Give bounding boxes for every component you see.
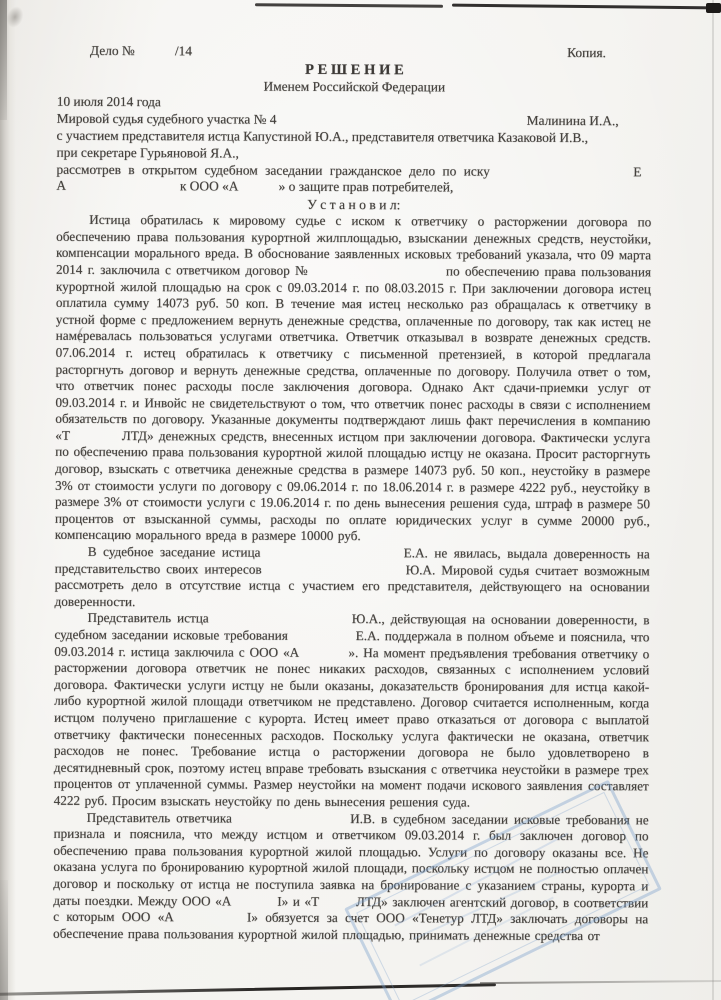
case-header-row <box>57 43 652 62</box>
judge-court-label: Мировой судья судебного участка № 4 <box>56 110 277 127</box>
decision-subtitle: Именем Российской Федерации <box>263 78 446 95</box>
plaintiff-initial: Е <box>633 163 642 179</box>
scan-top-line-segment-a <box>255 3 443 7</box>
date-line: 10 июля 2014 года <box>56 94 161 110</box>
scan-top-corner-blob <box>706 3 721 13</box>
ustanovil-heading: У с т а н о в и л: <box>307 196 401 213</box>
case-number-label: Дело № /14 <box>89 42 192 59</box>
judge-name: Малинина И.А., <box>526 112 619 129</box>
decision-title: Р Е Ш Е Н И Е <box>304 61 404 79</box>
stamp-outer-border <box>344 780 662 1000</box>
secretary-line: при секретаре Гурьяновой Я.А., <box>56 144 239 161</box>
paragraph-plaintiff-absence: В судебное заседание истица Е.А. не явилась, выдала доверенность на представительство своих интересов Ю.А. Мировой судья считает возможным рассмотреть дело в отсутствие истца с участием его представителя, действующего на основании доверенности. <box>54 543 650 609</box>
copy-label: Копия. <box>567 44 606 61</box>
paragraph-claim-facts: Истица обратилась к мировому судье с иском к ответчику о расторжении договора по обеспечению права пользования курортной жилплощадью, взыскании денежных средств, неустойки, компенсации морального вреда. В обоснование заявленных исковых требований указала, что 09 марта 2014 г. заключила с ответчиком договор № по обеспечению права пользования курортной жилой площадью на срок с 09.03.2014 г. по 08.03.2015 г. При заключении договора истец оплатила сумму 14073 руб. 50 коп. В течение мая истец несколько раз обращалась к ответчику в устной форме с предложением вернуть денежные средства, оплаченные по договору, так как истец не намеревалась пользоваться услугами ответчика. Ответчик отказывал в возврате денежных средств. 07.06.2014 г. истец обратилась к ответчику с письменной претензией, в которой предлагала расторгнуть договор и вернуть денежные средства, оплаченные по договору. Получила ответ о том, что ответчик понес расходы после заключения договора. Однако Акт сдачи-приемки услуг от 09.03.2014 г. и Инвойс не свидетельствуют о том, что ответчик понес расходы в связи с исполнением обязательств по договору. Указанные документы подтверждают лишь факт перечисления в компанию «Т ЛТД» денежных средств, внесенных истцом при заключении договора. Фактически услуга по обеспечению права пользования курортной жилой площадью истцу не оказана. Просит расторгнуть договор, взыскать с ответчика денежные средства в размере 14073 руб. 50 коп., неустойку в размере 3% от стоимости услуги по договору с 09.06.2014 г. по 18.06.2014 г. в размере 4222 руб., неустойку в размере 3% от стоимости услуги с 19.06.2014 г. по день вынесения решения суда, штраф в размере 50 процентов от взысканной суммы, расходы по оплате юридических услуг в сумме 20000 руб., компенсацию морального вреда в размере 10000 руб. <box>54 212 652 544</box>
scan-left-edge-dark-bottom <box>0 880 8 1000</box>
case-intro-line2: А к ООО «А » о защите прав потребителей, <box>56 178 454 195</box>
case-intro-text: рассмотрев в открытом судебном заседании гражданское дело по иску <box>56 161 490 179</box>
scan-top-line-segment-b <box>452 4 714 10</box>
paragraph-defendant-representative: Представитель ответчика И.В. в судебном заседании исковые требования не признала и пояснила, что между истцом и ответчиком 09.03.2014 г. был заключен договор по обеспечению права пользования курортной жилой площадью. Услуги по договору оказаны все. Не оказана услуга по бронированию курортной жилой площади, поскольку истцом не полностью оплачен договор и поскольку от истца не поступила заявка на бронирование с указанием страны, курорта и даты поездки. Между ООО «А I» и «Т ЛТД» заключен агентский договор, в соответствии с которым ООО «А I» обязуется за счет ООО «Тенетур ЛТД» заключать договоры на обеспечение права пользования курортной жилой площадью, принимать денежные средства от <box>53 809 649 943</box>
participants-line: с участием представителя истца Капустиной Ю.А., представителя ответчика Казаковой И.В., <box>56 127 589 146</box>
stamp-watermark <box>348 792 660 1000</box>
scan-right-edge-line <box>712 0 714 1000</box>
paragraph-plaintiff-representative: Представитель истца Ю.А., действующая на основании доверенности, в судебном заседании исковые требования Е.А. поддержала в полном объеме и пояснила, что 09.03.2014 г. истица заключила с ООО «А ». На момент предъявления требования ответчику о расторжении договора ответчик не понес никаких расходов, связанных с исполнением условий договора. Фактически услуги истцу не были оказаны, доказательств бронирования для истца какой-либо курортной жилой площади ответчиком не представлено. Договор считается исполненным, когда истцом получено приглашение с курорта. Истец имеет право отказаться от договора с выплатой ответчику фактически понесенных расходов. Поскольку услуга фактически не оказана, ответчик расходов не понес. Требование истца о расторжении договора не было удовлетворено в десятидневный срок, поэтому истец вправе требовать взыскания с ответчика неустойки в размере трех процентов от уплаченной суммы. Размер неустойки на момент подачи искового заявления составляет 4222 руб. Просим взыскать неустойку по день вынесения решения суда. <box>53 610 650 810</box>
scan-left-edge-band <box>0 0 16 1000</box>
